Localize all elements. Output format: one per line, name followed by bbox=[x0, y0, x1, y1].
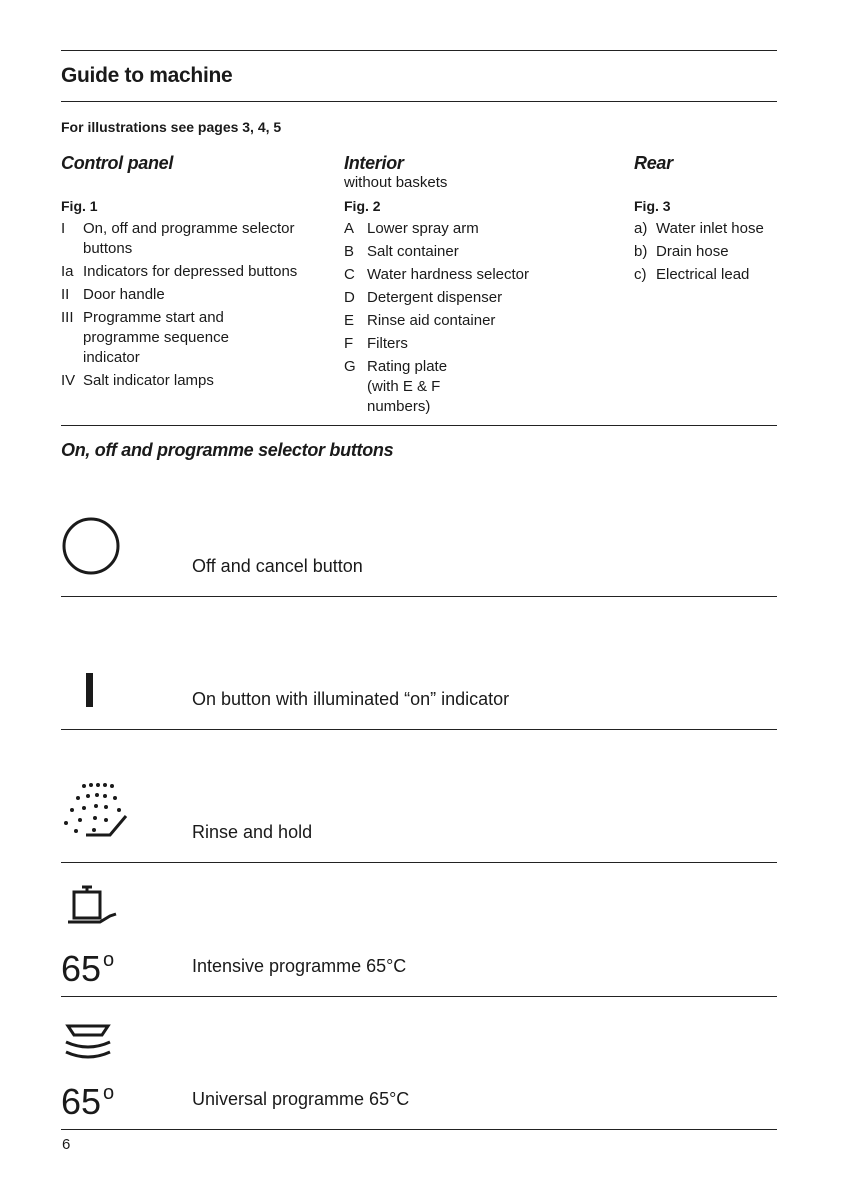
control-panel-heading: Control panel bbox=[61, 153, 174, 173]
rear-heading: Rear bbox=[634, 153, 673, 173]
interior-subtitle: without baskets bbox=[344, 174, 448, 191]
fig-3-label: Fig. 3 bbox=[634, 198, 671, 214]
off-button-label: Off and cancel button bbox=[192, 556, 363, 576]
intensive-temperature: 65 $^o$ bbox=[61, 948, 115, 989]
page-title: Guide to machine bbox=[61, 64, 233, 87]
title-rule bbox=[61, 101, 777, 102]
control-panel-column bbox=[61, 153, 301, 394]
interior-heading: Interior bbox=[344, 153, 404, 173]
fig-1-label: Fig. 1 bbox=[61, 198, 98, 214]
list-item: G Rating plate (with E & F numbers) bbox=[344, 358, 448, 415]
off-circle-icon bbox=[61, 516, 123, 583]
list-item: a) Water inlet hose bbox=[634, 220, 764, 237]
universal-label: Universal programme 65°C bbox=[192, 1089, 410, 1109]
rinse-hold-icon bbox=[60, 780, 132, 845]
list-item: IV Salt indicator lamps bbox=[61, 372, 214, 389]
list-item: b) Drain hose bbox=[634, 243, 729, 260]
illustration-note: For illustrations see pages 3, 4, 5 bbox=[61, 119, 282, 135]
page-number: 6 bbox=[62, 1136, 71, 1153]
universal-plates-icon bbox=[64, 1022, 114, 1065]
rinse-hold-label: Rinse and hold bbox=[192, 822, 313, 842]
entry-divider bbox=[61, 729, 777, 730]
list-item: c) Electrical lead bbox=[634, 266, 750, 283]
universal-temperature: 65 $^o$ bbox=[61, 1081, 115, 1122]
list-item: III Programme start and programme sequence indicator bbox=[61, 309, 229, 366]
bottom-rule bbox=[61, 1129, 777, 1130]
fig-2-label: Fig. 2 bbox=[344, 198, 381, 214]
list-item: D Detergent dispenser bbox=[344, 289, 503, 306]
list-item: F Filters bbox=[344, 335, 408, 352]
entry-divider bbox=[61, 596, 777, 597]
list-item: II Door handle bbox=[61, 286, 165, 303]
list-item: Ia Indicators for depressed buttons bbox=[61, 263, 298, 280]
section-rule bbox=[61, 425, 777, 426]
entry-divider bbox=[61, 996, 777, 997]
intensive-pot-icon bbox=[64, 884, 126, 937]
list-item: I On, off and programme selector buttons bbox=[61, 220, 295, 257]
list-item: B Salt container bbox=[344, 243, 459, 260]
list-item: C Water hardness selector bbox=[344, 266, 530, 283]
list-item: E Rinse aid container bbox=[344, 312, 496, 329]
interior-column bbox=[344, 153, 594, 420]
intensive-label: Intensive programme 65°C bbox=[192, 956, 407, 976]
list-item: A Lower spray arm bbox=[344, 220, 479, 237]
on-bar-icon bbox=[86, 673, 93, 707]
top-rule bbox=[61, 50, 777, 51]
buttons-section-heading: On, off and programme selector buttons bbox=[61, 440, 394, 460]
on-button-label: On button with illuminated “on” indicator bbox=[192, 689, 510, 709]
rear-column bbox=[634, 153, 784, 288]
entry-divider bbox=[61, 862, 777, 863]
